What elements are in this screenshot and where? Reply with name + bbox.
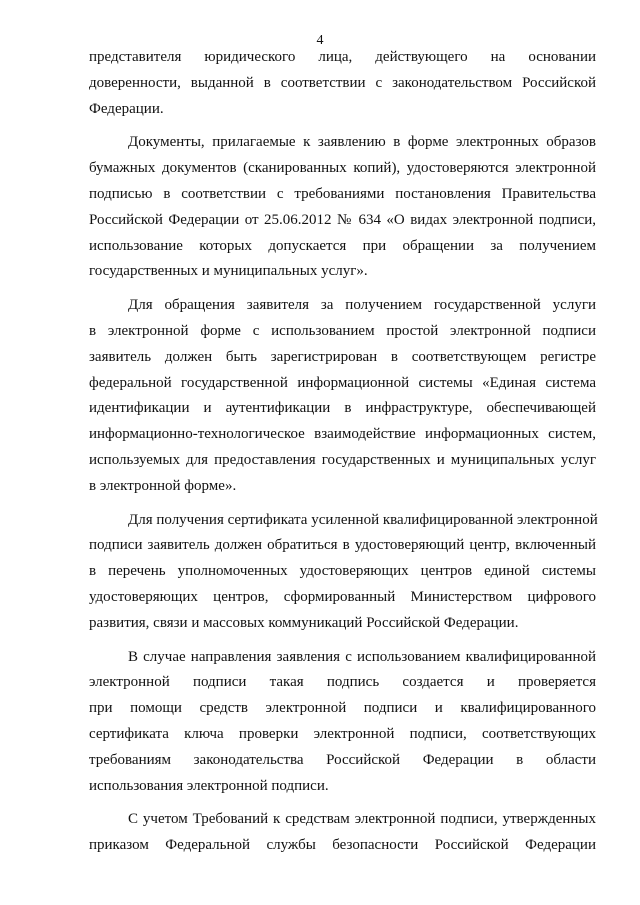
text-line: бумажных документов (сканированных копий), удостоверяются электронной [89, 160, 596, 177]
paragraph [89, 293, 596, 499]
text-line: подписи заявитель должен обратиться в удостоверяющий центр, включенный [89, 537, 596, 554]
text-line: идентификации и аутентификации в инфраструктуре, обеспечивающей [89, 400, 596, 417]
text-line: государственных и муниципальных услуг». [89, 263, 368, 280]
text-line: С учетом Требований к средствам электронной подписи, утвержденных [128, 811, 596, 828]
paragraph [89, 130, 596, 285]
text-line: требованиям законодательства Российской Федерации в области [89, 751, 596, 768]
text-line: Российской Федерации от 25.06.2012 № 634 «О видах электронной подписи, [89, 211, 596, 228]
paragraph [89, 45, 596, 122]
text-line: приказом Федеральной службы безопасности Российской Федерации [89, 837, 596, 854]
text-line: Федерации. [89, 100, 164, 117]
text-line: доверенности, выданной в соответствии с законодательством Российской [89, 74, 596, 91]
text-line: в электронной форме». [89, 477, 237, 494]
text-line: подписью в соответствии с требованиями постановления Правительства [89, 185, 596, 202]
text-line: при помощи средств электронной подписи и квалифицированного [89, 700, 596, 717]
paragraph [89, 807, 596, 859]
document-body [89, 45, 596, 867]
text-line: В случае направления заявления с использованием квалифицированной [128, 648, 596, 665]
text-line: развития, связи и массовых коммуникаций Российской Федерации. [89, 614, 519, 631]
page-number: 4 [316, 33, 324, 48]
text-line: в перечень уполномоченных удостоверяющих центров единой системы [89, 563, 596, 580]
text-line: федеральной государственной информационной системы «Единая система [89, 374, 596, 391]
text-line: заявитель должен быть зарегистрирован в соответствующем регистре [89, 348, 596, 365]
text-line: используемых для предоставления государственных и муниципальных услуг [89, 451, 596, 468]
text-line: удостоверяющих центров, сформированный Министерством цифрового [89, 588, 596, 605]
text-line: информационно-технологическое взаимодействие информационных систем, [89, 426, 596, 443]
paragraph [89, 508, 596, 637]
paragraph [89, 645, 596, 800]
text-line: представителя юридического лица, действующего на основании [89, 49, 596, 65]
text-line: Для получения сертификата усиленной квалифицированной электронной [128, 511, 598, 528]
text-line: электронной подписи такая подпись создается и проверяется [89, 674, 596, 691]
text-line: Документы, прилагаемые к заявлению в форме электронных образов [128, 134, 596, 151]
text-line: использование которых допускается при обращении за получением [89, 237, 596, 254]
text-line: Для обращения заявителя за получением государственной услуги [128, 297, 596, 314]
text-line: использования электронной подписи. [89, 777, 329, 794]
text-line: в электронной форме с использованием простой электронной подписи [89, 322, 596, 339]
text-line: сертификата ключа проверки электронной подписи, соответствующих [89, 725, 596, 742]
